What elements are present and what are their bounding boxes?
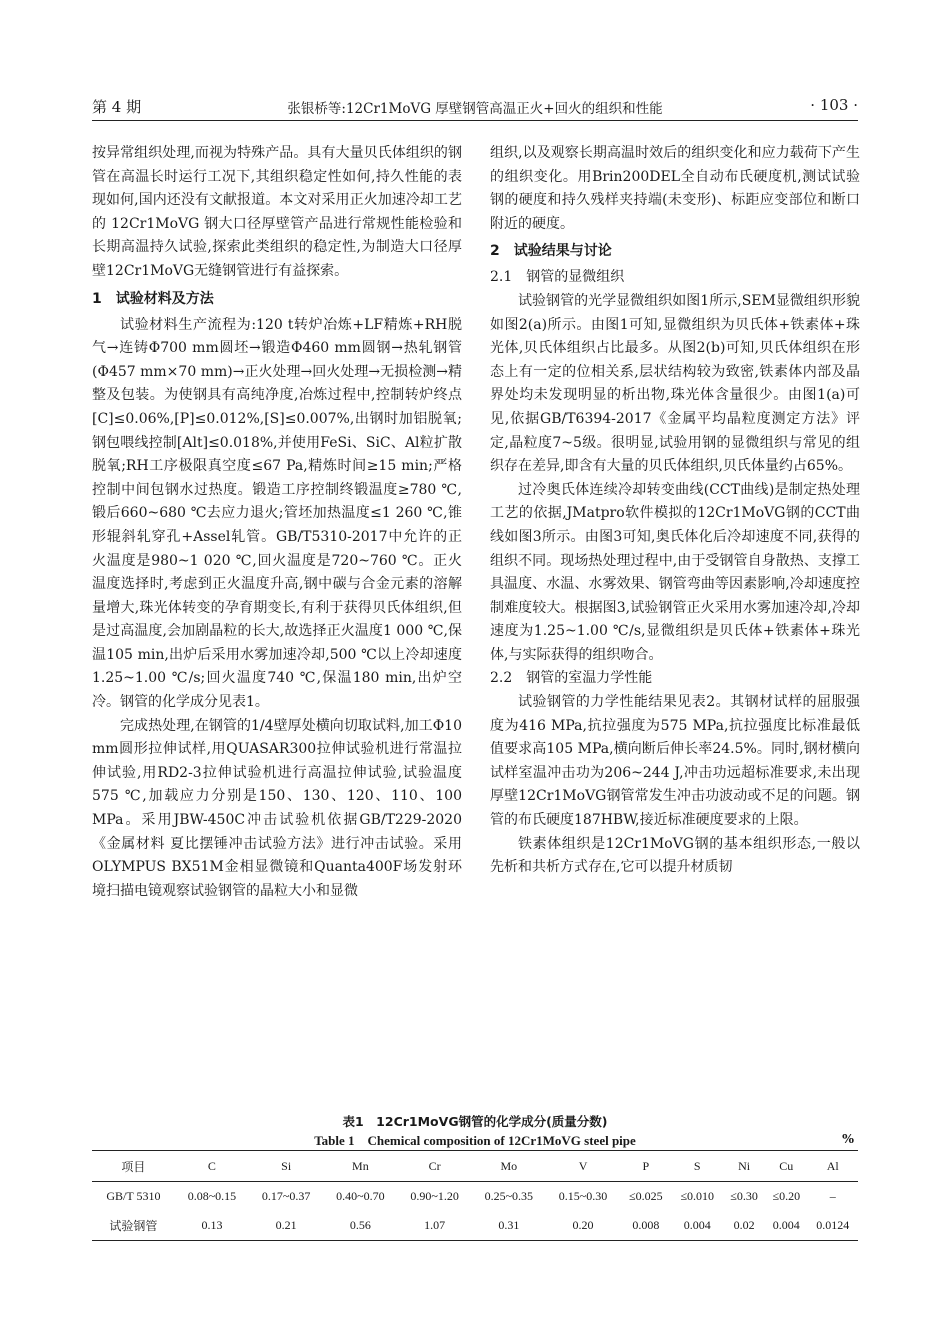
table-cell: 0.004	[765, 1211, 807, 1241]
table-row	[92, 1182, 858, 1212]
subsection-heading: 2.2 钢管的室温力学性能	[490, 670, 653, 687]
column-header: Cu	[765, 1151, 807, 1182]
column-header: C	[175, 1151, 249, 1182]
table-cell: –	[829, 1189, 836, 1203]
column-header: S	[672, 1151, 723, 1182]
table-cell: 0.20	[546, 1211, 620, 1241]
paragraph: 铁素体组织是12Cr1MoVG钢的基本组织形态,一般以先析和共析方式存在,它可以提升材质韧	[490, 835, 860, 876]
table-cell: 0.13	[175, 1211, 249, 1241]
table-cell: 0.31	[472, 1211, 546, 1241]
left-column	[92, 142, 462, 903]
paragraph: 试验钢管的力学性能结果见表2。其钢材试样的屈服强度为416 MPa,抗拉强度为575 MPa,抗拉强度比标准最低值要求高105 MPa,横向断后伸长率24.5%。同时,钢材横向试样室温冲击功为206~244 J,冲击功远超标准要求,未出现厚壁12Cr1MoVG钢管常发生冲击功波动或不足的问题。钢管的布氏硬度187HBW,接近标准硬度要求的上限。	[490, 694, 860, 829]
column-header: Mo	[472, 1151, 546, 1182]
section-heading: 1 试验材料及方法	[92, 290, 214, 307]
table-cell: 0.0124	[807, 1211, 858, 1241]
column-header: P	[620, 1151, 671, 1182]
column-header: Ni	[723, 1151, 765, 1182]
table-unit: %	[842, 1131, 854, 1146]
table-cell: 0.40~0.70	[336, 1189, 385, 1203]
section-heading: 2 试验结果与讨论	[490, 243, 612, 260]
table-cell: ≤0.20	[772, 1189, 801, 1203]
table-cell: 1.07	[397, 1211, 471, 1241]
column-header: 项目	[92, 1151, 175, 1182]
table-cell: 0.21	[249, 1211, 323, 1241]
subsection-heading: 2.1 钢管的显微组织	[490, 269, 625, 286]
column-header: Al	[807, 1151, 858, 1182]
table-cell: 0.08~0.15	[187, 1189, 237, 1203]
table-cell: 0.004	[672, 1211, 723, 1241]
page-number: · 103 ·	[810, 96, 858, 114]
issue-number: 第 4 期	[92, 98, 142, 116]
table-cell: 0.15~0.30	[558, 1189, 608, 1203]
table-header-row	[92, 1151, 858, 1182]
paragraph: 过冷奥氏体连续冷却转变曲线(CCT曲线)是制定热处理工艺的依据,JMatpro软件模拟的12Cr1MoVG钢的CCT曲线如图3所示。由图3可知,奥氏体化后冷却速度不同,获得的组织不同。现场热处理过程中,由于受钢管自身散热、支撑工具温度、水温、水雾效果、钢管弯曲等因素影响,冷却速度控制难度较大。根据图3,试验钢管正火采用水雾加速冷却,冷却速度为1.25~1.00 ℃/s,显微组织是贝氏体+铁素体+珠光体,与实际获得的组织吻合。	[490, 481, 860, 663]
paragraph: 试验材料生产流程为:120 t转炉冶炼+LF精炼+RH脱气→连铸Φ700 mm圆坯→锻造Φ460 mm圆钢→热轧钢管(Φ457 mm×70 mm)→正火处理→回火处理→无损检测→精整及包装。为使钢具有高纯净度,冶炼过程中,控制转炉终点[C]≤0.06%,[P]≤0.012%,[S]≤0.007%,出钢时加铝脱氧;钢包喂线控制[Alt]≤0.018%,并使用FeSi、SiC、Al粒扩散脱氧;RH工序极限真空度≤67 Pa,精炼时间≥15 min;严格控制中间包钢水过热度。锻造工序控制终锻温度≥780 ℃,锻后660~680 ℃去应力退火;管坯加热温度≤1 260 ℃,锥形辊斜轧穿孔+Assel轧管。GB/T5310-2017中允许的正火温度是980~1 020 ℃,回火温度是720~760 ℃。正火温度选择时,考虑到正火温度升高,钢中碳与合金元素的溶解量增大,珠光体转变的孕育期变长,有利于获得贝氏体组织,但是过高温度,会加剧晶粒的长大,故选择正火温度1 000 ℃,保温105 min,出炉后采用水雾加速冷却,500 ℃以上冷却速度1.25~1.00 ℃/s;回火温度740 ℃,保温180 min,出炉空冷。钢管的化学成分见表1。	[92, 316, 462, 711]
table-cell: 0.25~0.35	[484, 1189, 534, 1203]
paragraph: 试验钢管的光学显微组织如图1所示,SEM显微组织形貌如图2(a)所示。由图1可知,显微组织为贝氏体+铁素体+珠光体,贝氏体组织占比最多。从图2(b)可知,贝氏体组织在形态上有一定的位相关系,层状结构较为致密,铁素体内部及晶界处均未发现明显的析出物,珠光体含量很少。由图1(a)可见,依据GB/T6394-2017《金属平均晶粒度测定方法》评定,晶粒度7~5级。很明显,试验用钢的显微组织与常见的组织存在差异,即含有大量的贝氏体组织,贝氏体量约占65%。	[490, 292, 860, 475]
table-cell: 试验钢管	[92, 1211, 175, 1241]
column-header: Mn	[323, 1151, 397, 1182]
table-cell: ≤0.30	[730, 1189, 758, 1203]
paragraph: 按异常组织处理,而视为特殊产品。具有大量贝氏体组织的钢管在高温长时运行工况下,其组织稳定性如何,持久性能的表现如何,国内还没有文献报道。本文对采用正火加速冷却工艺的 12Cr1MoVG 钢大口径厚壁管产品进行常规性能检验和长期高温持久试验,探索此类组织的稳定性,为制造大口径厚壁12Cr1MoVG无缝钢管进行有益探索。	[92, 145, 462, 279]
composition-table	[92, 1150, 858, 1241]
table-cell: ≤0.025	[629, 1189, 663, 1203]
right-column	[490, 142, 860, 880]
running-title: 张银桥等:12Cr1MoVG 厚壁钢管高温正火+回火的组织和性能	[287, 101, 663, 117]
column-header: V	[546, 1151, 620, 1182]
table-caption-cn: 表1 12Cr1MoVG钢管的化学成分(质量分数)	[342, 1114, 608, 1129]
paragraph: 组织,以及观察长期高温时效后的组织变化和应力载荷下产生的组织变化。用Brin200DEL全自动布氏硬度机,测试试验钢的硬度和持久残样夹持端(未变形)、标距应变部位和断口附近的硬度。	[490, 145, 860, 232]
table-cell: 0.17~0.37	[261, 1189, 311, 1203]
paragraph: 完成热处理,在钢管的1/4壁厚处横向切取试料,加工Φ10 mm圆形拉伸试样,用QUASAR300拉伸试验机进行常温拉伸试验,用RD2-3拉伸试验机进行高温拉伸试验,试验温度575 ℃,加载应力分别是150、130、120、110、100 MPa。采用JBW-450C冲击试验机依据GB/T229-2020《金属材料 夏比摆锤冲击试验方法》进行冲击试验。采用OLYMPUS BX51M金相显微镜和Quanta400F场发射环境扫描电镜观察试验钢管的晶粒大小和显微	[92, 717, 462, 899]
table-cell: 0.90~1.20	[410, 1189, 459, 1203]
table-cell: 0.02	[723, 1211, 765, 1241]
column-header: Si	[249, 1151, 323, 1182]
table-cell: 0.56	[323, 1211, 397, 1241]
table-cell: ≤0.010	[680, 1189, 715, 1203]
table-cell: GB/T 5310	[106, 1189, 161, 1203]
running-header	[92, 96, 858, 121]
table-row	[92, 1211, 858, 1241]
table-caption-en: Table 1 Chemical composition of 12Cr1MoVG steel pipe	[314, 1133, 636, 1148]
table-cell: 0.008	[620, 1211, 671, 1241]
column-header: Cr	[397, 1151, 471, 1182]
